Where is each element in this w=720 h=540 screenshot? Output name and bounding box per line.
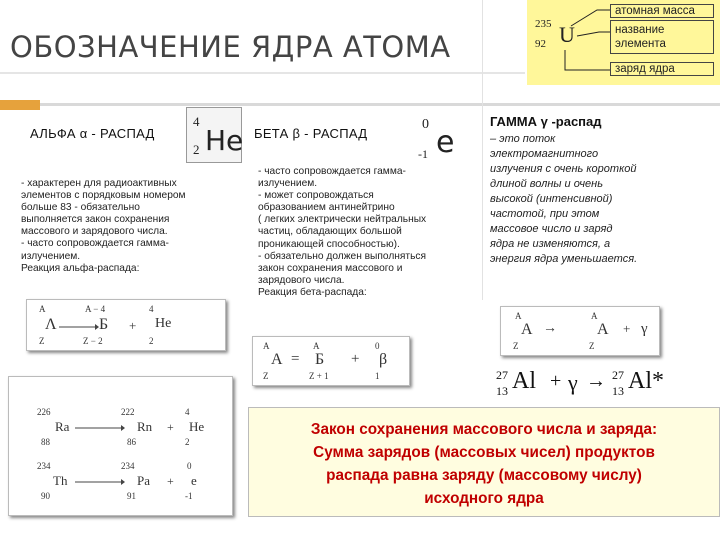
alpha-line: - часто сопровождается гамма- [21,238,169,250]
alpha-f-z: He [155,316,172,331]
gamma-f-z: γ [641,321,648,337]
alpha-f-c1: Z [39,336,45,346]
gamma-f-a2: A [591,311,598,321]
alpha-f-plus: + [129,318,137,333]
gamma-ex-c1: 13 [496,384,508,398]
beta-line: - может сопровождаться [258,190,374,202]
electron-symbol-card [410,113,464,165]
gamma-ex-arrow: → [586,370,606,392]
ex2-c1: 90 [41,491,50,501]
nucleus-legend [527,0,720,85]
gamma-line: излучения с очень короткой [490,163,637,175]
beta-f-c2: Z + 1 [309,371,329,381]
label-element-name [610,20,714,54]
conservation-law-box [248,407,720,517]
gamma-line: высокой (интенсивной) [490,193,613,205]
beta-f-c3: 1 [375,371,380,381]
beta-line: Реакция бета-распада: [258,286,367,298]
law-line-1: Закон сохранения массового числа и заряда: [310,421,658,438]
gamma-line: электромагнитного [490,148,599,160]
beta-f-plus1: + [351,351,360,367]
alpha-line: больше 83 - обязательно [21,202,140,214]
alpha-decay-header: АЛЬФА α - РАСПАД [30,126,155,141]
legend-charge-number: 92 [535,38,546,50]
beta-description [258,166,478,299]
gamma-line: длиной волны и очень [490,178,603,190]
gamma-f-c1: Z [513,341,519,351]
gamma-f-c2: Z [589,341,595,351]
alpha-examples-card [8,376,233,516]
gamma-f-x: A [521,321,533,338]
law-line-3: распада равна заряду (массовому числу) [326,467,642,484]
electron-charge: -1 [418,147,428,161]
ex1-e1: Ra [55,419,70,434]
beta-line: закон сохранения массового и [258,262,403,274]
alpha-f-x: Λ [45,316,57,333]
ex2-e2: Pa [137,473,150,488]
ex2-m3: 0 [187,461,192,471]
beta-line: - часто сопровождается гамма- [258,166,406,177]
gamma-ex-m1: 27 [496,368,508,382]
ex2-arrow-icon [75,479,125,485]
gamma-formula-card [500,306,660,356]
ex1-arrow-icon [75,425,125,431]
gamma-decay-header: ГАММА γ -распад [490,114,602,129]
beta-line: ( легких электрически нейтральных [258,214,427,226]
beta-line: образованием антинейтрино [258,202,395,214]
gamma-line: частотой, при этом [490,208,600,220]
gamma-line: энергия ядра уменьшается. [490,253,638,265]
ex2-c2: 91 [127,491,136,501]
ex1-c3: 2 [185,437,190,447]
gamma-f-a1: A [515,311,522,321]
beta-line: частиц, обладающих большой [258,226,402,238]
beta-f-eq: = [291,351,300,367]
gamma-ex-e2: Al* [628,368,664,394]
helium-charge: 2 [193,142,200,157]
title-divider-line [0,72,525,74]
ex2-e1: Th [53,473,68,488]
label-atomic-mass: атомная масса [610,4,714,18]
legend-element-symbol: U [559,22,575,47]
beta-f-a3: 0 [375,341,380,351]
alpha-f-a3: 4 [149,304,154,314]
label-element-name-line1: название [615,24,665,36]
alpha-f-c3: 2 [149,336,154,346]
beta-f-c1: Z [263,371,269,381]
ex2-e3: e [191,473,197,488]
top-divider-line [40,103,720,106]
ex1-m1: 226 [37,407,51,417]
alpha-line: - характерен для радиоактивных [21,178,177,189]
beta-f-a1: A [263,341,270,351]
ex1-c1: 88 [41,437,50,447]
alpha-f-a1: A [39,304,46,314]
beta-formula-card [252,336,410,386]
alpha-arrow-icon [59,324,99,330]
gamma-line: массовое число и заряд [490,223,613,235]
gamma-ex-plus: + [550,370,562,392]
ex1-m2: 222 [121,407,135,417]
gamma-ex-c2: 13 [612,384,624,398]
gamma-ex-e1: Al [512,368,536,394]
beta-f-z: β [379,351,388,368]
electron-element: e [436,125,455,160]
ex1-e2: Rn [137,419,153,434]
law-line-2: Сумма зарядов (массовых чисел) продуктов [313,444,655,461]
beta-f-y: Б [315,351,325,368]
label-element-name-line2: элемента [615,38,666,50]
label-nuclear-charge: заряд ядра [610,62,714,76]
ex2-plus: + [167,474,174,488]
beta-line: проникающей способностью). [258,238,400,250]
alpha-line: излучением. [21,250,81,262]
helium-element: He [205,124,244,157]
ex1-m3: 4 [185,407,190,417]
gamma-f-y: A [597,321,609,338]
ex2-m2: 234 [121,461,135,471]
legend-mass-number: 235 [535,18,552,30]
alpha-line: выполняется закон сохранения [21,214,170,226]
gamma-example [492,366,678,404]
ex2-c3: -1 [185,491,193,501]
beta-line: - обязательно должен выполняться [258,250,427,262]
gamma-ex-m2: 27 [612,368,624,382]
alpha-formula-card [26,299,226,351]
helium-symbol-card [186,107,242,163]
gamma-f-plus: + [623,321,631,336]
gamma-description [490,132,718,267]
gamma-line: ядра не изменяются, а [490,238,611,250]
electron-mass: 0 [422,117,429,132]
beta-line: зарядового числа. [258,274,345,286]
alpha-f-a2: A − 4 [85,304,106,314]
beta-line: излучением. [258,178,318,190]
beta-f-x: A [271,351,283,368]
vertical-divider [482,0,483,300]
law-line-4: исходного ядра [424,490,544,507]
alpha-f-y: Б [99,316,109,333]
beta-decay-header: БЕТА β - РАСПАД [254,126,368,141]
alpha-description [21,178,236,275]
ex1-c2: 86 [127,437,136,447]
ex1-plus: + [167,420,174,434]
beta-f-a2: A [313,341,320,351]
alpha-line: Реакция альфа-распада: [21,262,140,274]
alpha-line: массового и зарядового числа. [21,226,168,238]
gamma-line: – это поток [490,133,556,145]
alpha-f-c2: Z − 2 [83,336,103,346]
alpha-line: элементов с порядковым номером [21,190,186,202]
ex2-m1: 234 [37,461,51,471]
page-title: ОБОЗНАЧЕНИЕ ЯДРА АТОМА [10,30,451,64]
gamma-f-arrow: → [543,321,557,336]
orange-accent-bar [0,100,40,110]
ex1-e3: He [189,419,205,434]
helium-mass: 4 [193,114,200,129]
gamma-ex-g: γ [568,370,578,395]
